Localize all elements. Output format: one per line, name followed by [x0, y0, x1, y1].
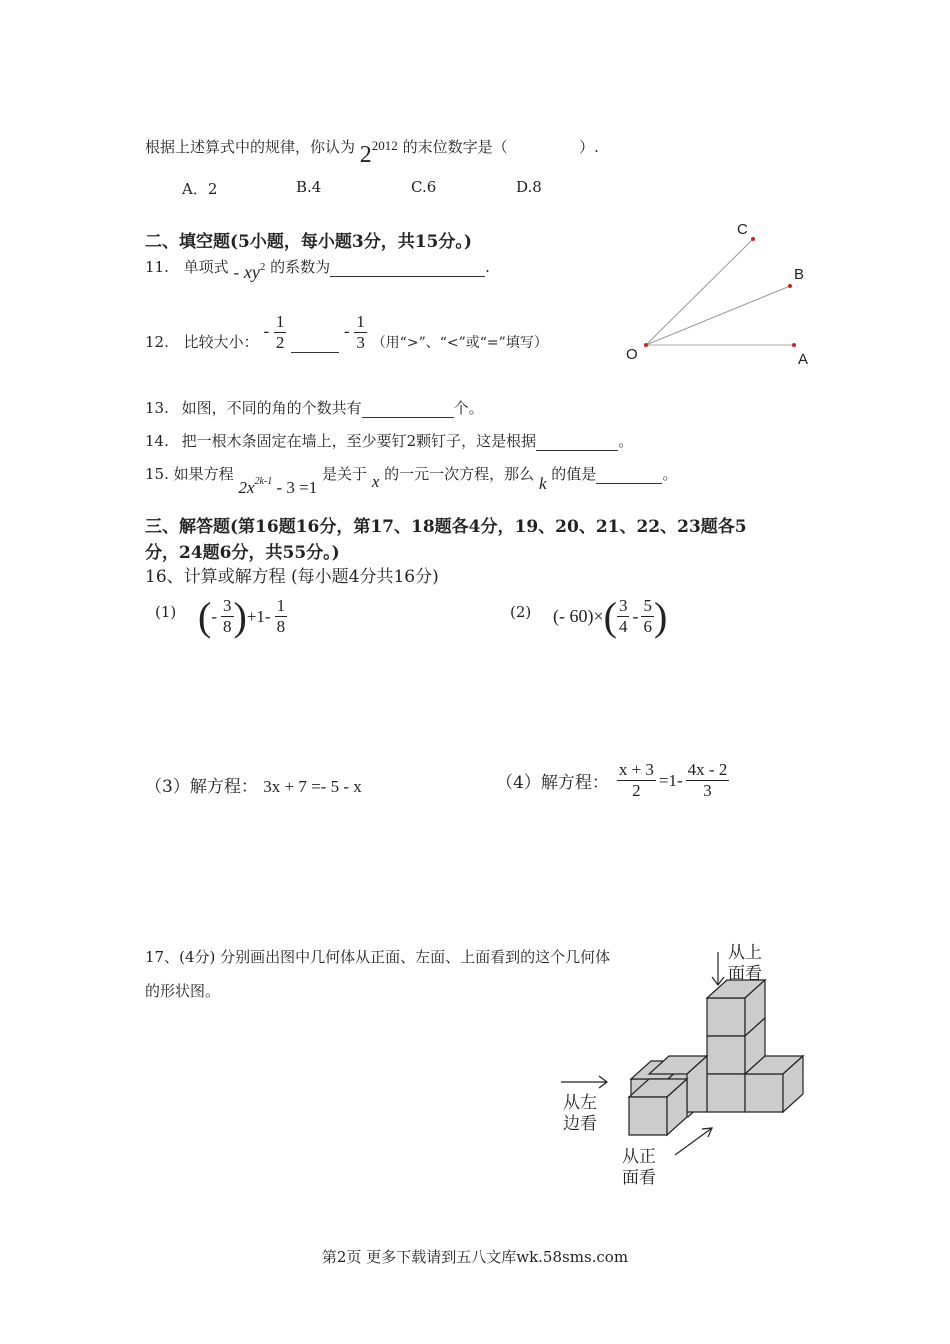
label-c: C: [737, 221, 748, 238]
q16-p4-fraction-b-num: 4x - 2: [687, 760, 728, 779]
q14-text: 把一根木条固定在墙上，至少要钉2颗钉子，这是根据: [181, 432, 537, 450]
q16-p4: [496, 760, 729, 801]
q12: [145, 312, 548, 353]
q11-end: .: [485, 258, 490, 276]
q16-p4-fraction-a-num: x + 3: [618, 760, 654, 779]
q15-prefix: 如果方程: [173, 465, 234, 483]
q16-p3-label: （3）解方程：: [145, 777, 258, 797]
label-view-left-line1: 从左: [563, 1093, 597, 1113]
q11-answer-blank[interactable]: [330, 262, 485, 277]
q16-p1-expr: [198, 593, 287, 639]
q15-equation: [238, 478, 317, 497]
label-view-left: [563, 1093, 597, 1135]
q12-fraction-b-num: 1: [356, 312, 365, 331]
q16-p1-fraction-a: [221, 596, 234, 637]
point-b: [788, 284, 792, 288]
q12-answer-blank[interactable]: [291, 332, 339, 353]
q16-p1-fraction-b: [275, 596, 288, 637]
q16-p4-fraction-b-den: 3: [703, 781, 712, 800]
q15-answer-blank[interactable]: [596, 469, 662, 484]
q11-variable: xy: [243, 262, 260, 282]
q10-option-a: A．2: [182, 180, 218, 198]
q16-p2-fraction-a-den: 4: [618, 617, 628, 636]
cube-right-face: [745, 1074, 783, 1112]
q14-answer-blank[interactable]: [536, 436, 618, 451]
q16-p1-fraction-a-num: 3: [223, 596, 232, 615]
q16-p1-mid: +1-: [246, 606, 271, 626]
label-view-front: [622, 1147, 656, 1189]
q16-p2-paren-open: (: [603, 593, 617, 639]
q15-number: 15.: [145, 465, 169, 483]
q14-number: 14.: [145, 432, 169, 450]
label-view-left-line2: 边看: [563, 1114, 597, 1134]
q11-minus: -: [233, 263, 240, 282]
q16-title: 16、计算或解方程 (每小题4分共16分): [145, 567, 439, 587]
q16-p1-paren-open: (: [198, 593, 212, 639]
section3-title-line1: 三、解答题(第16题16分，第17、18题各4分，19、20、21、22、23题各5: [145, 517, 747, 537]
q10-option-d: D.8: [516, 178, 542, 196]
q12-fraction-b: [354, 312, 367, 353]
angle-figure: [620, 218, 820, 368]
section3-title-line2: 分，24题6分，共55分。): [145, 543, 340, 563]
q16-p4-label: （4）解方程：: [496, 773, 609, 793]
q11-exponent: 2: [259, 261, 266, 273]
label-view-front-line1: 从正: [622, 1147, 656, 1167]
arrow-front-line: [675, 1128, 712, 1155]
cube-stack-mid-face: [707, 1036, 745, 1074]
q11: [145, 256, 490, 282]
q16-p2-label: (2): [510, 603, 532, 621]
q12-fraction-b-den: 3: [356, 333, 365, 352]
q12-note: （用“>”、“<”或“=”填写）: [371, 334, 548, 351]
q16-p4-fraction-a-den: 2: [632, 781, 641, 800]
q17-line2: 的形状图。: [145, 982, 221, 1000]
q15-end: 。: [662, 465, 678, 483]
q16-p2-lead: (- 60)×: [553, 606, 604, 626]
section2-title: 二、填空题(5小题，每小题3分，共15分。): [145, 232, 472, 252]
q11-suffix: 的系数为: [270, 258, 331, 276]
q11-number: 11.: [145, 258, 169, 276]
q16-p1-minus: -: [211, 606, 217, 626]
q10-exponent: 2012: [371, 138, 398, 153]
q12-minus-b: -: [343, 321, 350, 341]
q10-stem-prefix: 根据上述算式中的规律，你认为: [145, 138, 356, 156]
label-view-front-line2: 面看: [622, 1168, 656, 1188]
q13-prefix: 如图，不同的角的个数共有: [181, 399, 362, 417]
q11-prefix: 单项式: [183, 258, 229, 276]
q10-stem-close: ）.: [579, 138, 599, 156]
q10-stem-suffix: 的末位数字是（: [402, 138, 508, 156]
q12-number: 12.: [145, 332, 169, 351]
label-view-top: [728, 943, 762, 985]
cube-figure: [555, 940, 815, 1195]
q15-mid: 是关于: [322, 465, 368, 483]
ray-ob: [646, 286, 790, 345]
q16-p2-fraction-b-num: 5: [643, 596, 652, 615]
label-a: A: [798, 351, 809, 368]
q16-p3: [145, 772, 362, 797]
cube-stack-bottom-face: [707, 1074, 745, 1112]
q13: [145, 397, 484, 418]
q16-p2-fraction-a: [617, 596, 630, 637]
q16-p4-mid: =1-: [658, 770, 683, 790]
point-a: [792, 343, 796, 347]
q15: [145, 463, 678, 497]
q10-base: 2: [359, 142, 372, 168]
point-c: [751, 237, 755, 241]
label-view-top-line1: 从上: [728, 943, 762, 963]
q15-eq-coef: 2x: [238, 478, 255, 497]
q12-fraction-a-den: 2: [275, 333, 285, 352]
q15-var-x: x: [371, 472, 380, 491]
q13-number: 13.: [145, 399, 169, 417]
label-view-top-line2: 面看: [728, 964, 762, 984]
cube-front-left-face: [629, 1097, 667, 1135]
point-o: [644, 343, 648, 347]
q10-option-b: B.4: [296, 178, 322, 196]
q15-mid2: 的一元一次方程，那么: [384, 465, 535, 483]
q16-p2-fraction-a-num: 3: [618, 596, 628, 615]
page-footer: 第2页 更多下载请到五八文库wk.58sms.com: [321, 1248, 629, 1266]
q10-stem: [145, 132, 599, 168]
q16-p3-equation: 3x + 7 =- 5 - x: [263, 777, 362, 796]
q16-p2-paren-close: ): [653, 593, 668, 639]
q16-p2-fraction-b: [641, 596, 654, 637]
ray-oc: [646, 239, 753, 345]
q16-p1-label: (1): [155, 603, 177, 621]
q14-end: 。: [618, 432, 634, 450]
q15-eq-exp: 2k-1: [254, 476, 273, 487]
q12-prefix: 比较大小：: [183, 332, 259, 351]
label-b: B: [794, 266, 805, 283]
q14: [145, 430, 633, 451]
q12-minus-a: -: [263, 321, 270, 341]
q13-answer-blank[interactable]: [362, 403, 454, 418]
q17-line1: 17、(4分) 分别画出图中几何体从正面、左面、上面看到的这个几何体: [145, 948, 611, 966]
q13-suffix: 个。: [453, 399, 484, 417]
q16-p4-fraction-b: [686, 760, 730, 801]
q15-suffix: 的值是: [551, 465, 597, 483]
q16-p2-minus: -: [632, 606, 639, 626]
q15-eq-rest: - 3 =1: [276, 478, 318, 497]
q16-p1-fraction-b-num: 1: [276, 596, 286, 615]
q10-option-c: C.6: [411, 178, 437, 196]
q12-fraction-a: [274, 312, 287, 353]
q16-p1-fraction-a-den: 8: [223, 617, 232, 636]
q16-p2-fraction-b-den: 6: [643, 617, 652, 636]
label-o: O: [626, 346, 638, 363]
q16-p2-expr: [553, 593, 668, 639]
q12-fraction-a-num: 1: [275, 312, 285, 331]
cube-stack-top-face: [707, 998, 745, 1036]
q16-p1-paren-close: ): [233, 593, 247, 639]
q16-p1-fraction-b-den: 8: [276, 617, 286, 636]
q15-var-k: k: [538, 474, 547, 493]
q16-p4-fraction-a: [617, 760, 656, 801]
